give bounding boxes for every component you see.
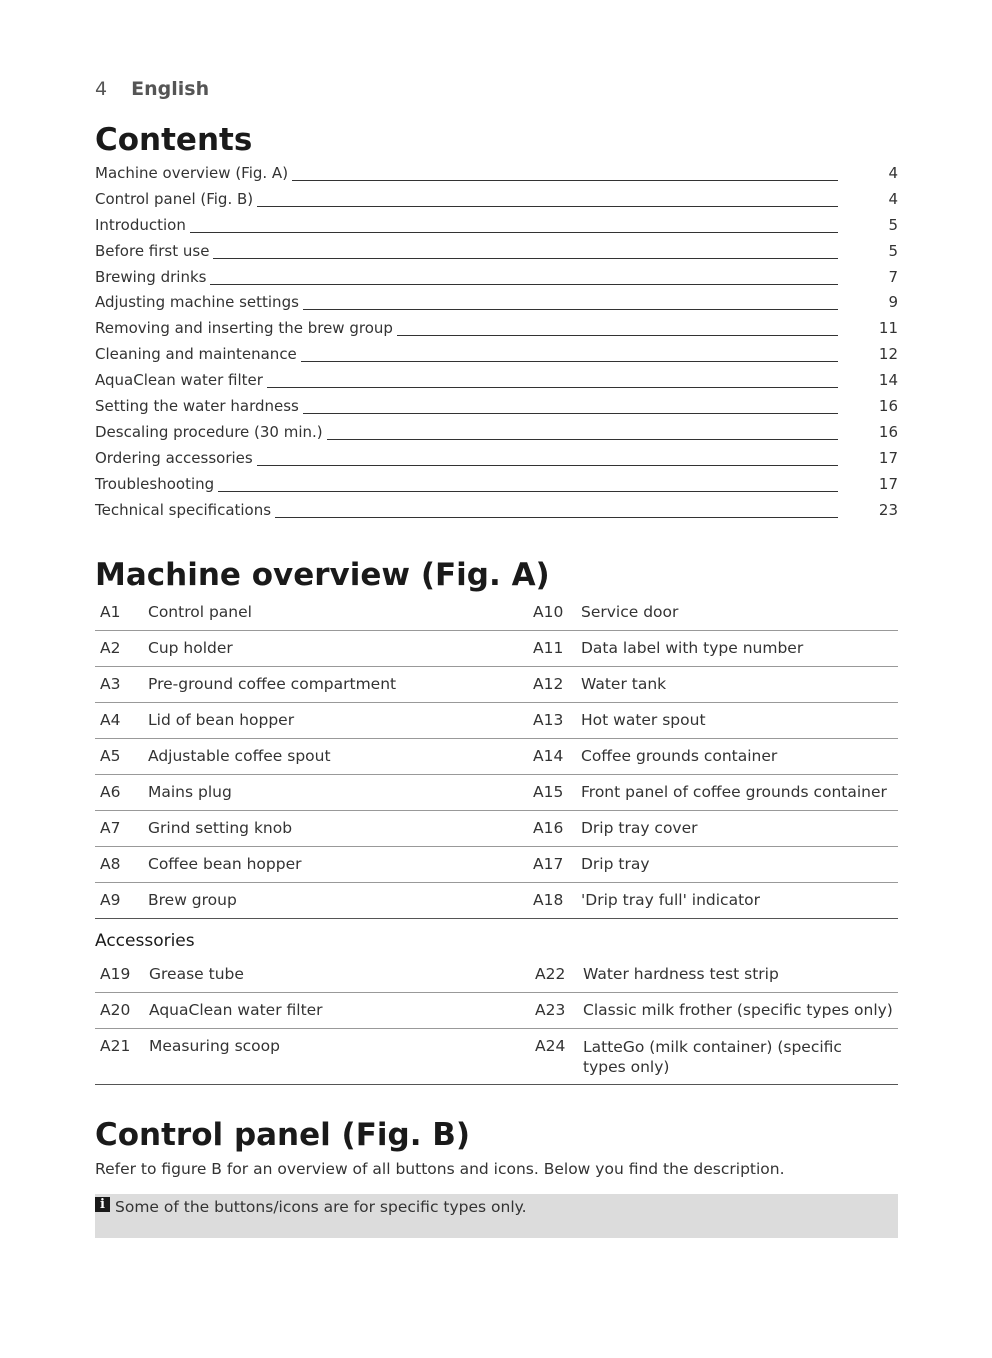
toc-entry-page: 16 <box>878 397 898 416</box>
part-code: A2 <box>100 639 121 657</box>
part-code: A4 <box>100 711 121 729</box>
part-code: A5 <box>100 747 121 765</box>
part-name: Cup holder <box>148 639 233 657</box>
toc-entry[interactable] <box>95 290 898 316</box>
part-name: Drip tray <box>581 855 650 873</box>
part-name: Lid of bean hopper <box>148 711 295 729</box>
part-code: A20 <box>100 1001 131 1019</box>
toc-entry[interactable] <box>95 420 898 446</box>
toc-entry-label: AquaClean water filter <box>95 371 267 389</box>
toc-entry-page: 16 <box>878 422 898 441</box>
page-number: 4 <box>95 78 108 100</box>
toc-entry-page: 5 <box>888 215 898 234</box>
toc-entry[interactable] <box>95 316 898 342</box>
info-note-text: Some of the buttons/icons are for specific types only. <box>115 1198 527 1216</box>
part-name: Classic milk frother (specific types only) <box>583 1001 893 1019</box>
table-row <box>95 739 898 775</box>
part-code: A15 <box>533 783 564 801</box>
toc-entry-page: 17 <box>878 474 898 493</box>
part-name: Brew group <box>148 891 237 909</box>
toc-entry-page: 17 <box>878 448 898 467</box>
part-code: A7 <box>100 819 121 837</box>
toc-entry-page: 23 <box>878 500 898 519</box>
table-row <box>95 1029 898 1085</box>
part-code: A3 <box>100 675 121 693</box>
part-code: A18 <box>533 891 564 909</box>
contents-heading: Contents <box>95 122 253 158</box>
toc-leader-line <box>95 232 838 233</box>
part-name: Grease tube <box>149 965 244 983</box>
info-note <box>95 1194 898 1238</box>
part-name: Coffee grounds container <box>581 747 778 765</box>
control-panel-heading: Control panel (Fig. B) <box>95 1117 471 1153</box>
toc-entry-page: 11 <box>878 319 898 338</box>
toc-entry-label: Control panel (Fig. B) <box>95 190 257 208</box>
toc-entry-label: Before first use <box>95 242 213 260</box>
part-code: A23 <box>535 1001 566 1019</box>
toc-entry[interactable] <box>95 213 898 239</box>
toc-entry-label: Cleaning and maintenance <box>95 345 301 363</box>
part-name: 'Drip tray full' indicator <box>581 891 760 909</box>
toc-entry-page: 9 <box>888 293 898 312</box>
toc-entry-page: 4 <box>888 164 898 182</box>
part-name: Measuring scoop <box>149 1037 280 1055</box>
part-code: A24 <box>535 1037 566 1055</box>
part-name: Adjustable coffee spout <box>148 747 331 765</box>
toc-entry[interactable] <box>95 239 898 265</box>
part-code: A6 <box>100 783 121 801</box>
part-name: Control panel <box>148 603 252 621</box>
part-name: Pre-ground coffee compartment <box>148 675 397 693</box>
toc-entry-label: Technical specifications <box>95 501 275 519</box>
toc-entry[interactable] <box>95 446 898 472</box>
toc-entry[interactable] <box>95 472 898 498</box>
toc-entry[interactable] <box>95 368 898 394</box>
toc-entry-label: Setting the water hardness <box>95 397 303 415</box>
part-code: A22 <box>535 965 566 983</box>
table-row <box>95 595 898 631</box>
toc-entry-label: Introduction <box>95 216 190 234</box>
part-name: LatteGo (milk container) (specific types only) <box>583 1038 842 1076</box>
part-name: Coffee bean hopper <box>148 855 302 873</box>
toc-entry-page: 5 <box>888 241 898 260</box>
toc-entry-label: Ordering accessories <box>95 449 257 467</box>
table-row <box>95 775 898 811</box>
part-name: Water tank <box>581 675 667 693</box>
table-row <box>95 993 898 1029</box>
accessories-heading: Accessories <box>95 931 195 951</box>
accessories-table <box>95 957 898 1085</box>
part-code: A16 <box>533 819 564 837</box>
table-row <box>95 703 898 739</box>
part-code: A13 <box>533 711 564 729</box>
part-code: A17 <box>533 855 564 873</box>
table-row <box>95 957 898 993</box>
toc-entry[interactable] <box>95 265 898 291</box>
table-row <box>95 667 898 703</box>
part-name: Water hardness test strip <box>583 965 779 983</box>
page-header <box>95 78 209 100</box>
part-name: Mains plug <box>148 783 232 801</box>
part-code: A19 <box>100 965 131 983</box>
part-code: A12 <box>533 675 564 693</box>
table-of-contents <box>95 161 898 523</box>
toc-entry-label: Descaling procedure (30 min.) <box>95 423 327 441</box>
toc-entry-label: Troubleshooting <box>95 475 218 493</box>
toc-entry[interactable] <box>95 342 898 368</box>
part-code: A8 <box>100 855 121 873</box>
toc-entry-page: 7 <box>888 267 898 286</box>
part-code: A14 <box>533 747 564 765</box>
table-row <box>95 631 898 667</box>
table-row <box>95 811 898 847</box>
toc-entry-page: 14 <box>878 371 898 390</box>
machine-overview-table <box>95 595 898 919</box>
part-name: AquaClean water filter <box>149 1001 323 1019</box>
table-row <box>95 883 898 919</box>
part-name: Drip tray cover <box>581 819 698 837</box>
toc-entry-label: Removing and inserting the brew group <box>95 319 397 337</box>
machine-overview-heading: Machine overview (Fig. A) <box>95 557 550 593</box>
part-name: Grind setting knob <box>148 819 293 837</box>
info-icon: i <box>95 1197 110 1212</box>
toc-entry-page: 12 <box>878 345 898 364</box>
part-name: Data label with type number <box>581 639 804 657</box>
toc-entry-label: Machine overview (Fig. A) <box>95 164 292 182</box>
part-code: A11 <box>533 639 564 657</box>
toc-entry[interactable] <box>95 498 898 524</box>
part-code: A1 <box>100 603 121 621</box>
part-name: Hot water spout <box>581 711 706 729</box>
toc-entry[interactable] <box>95 187 898 213</box>
toc-entry-label: Adjusting machine settings <box>95 293 303 311</box>
part-name: Front panel of coffee grounds container <box>581 783 887 801</box>
part-code: A21 <box>100 1037 131 1055</box>
control-panel-intro: Refer to figure B for an overview of all buttons and icons. Below you find the description. <box>95 1160 785 1178</box>
part-code: A9 <box>100 891 121 909</box>
toc-entry-label: Brewing drinks <box>95 268 210 286</box>
language-label: English <box>131 78 210 100</box>
table-row <box>95 847 898 883</box>
toc-entry[interactable] <box>95 161 898 187</box>
toc-entry[interactable] <box>95 394 898 420</box>
part-name: Service door <box>581 603 679 621</box>
toc-entry-page: 4 <box>888 189 898 208</box>
part-code: A10 <box>533 603 564 621</box>
